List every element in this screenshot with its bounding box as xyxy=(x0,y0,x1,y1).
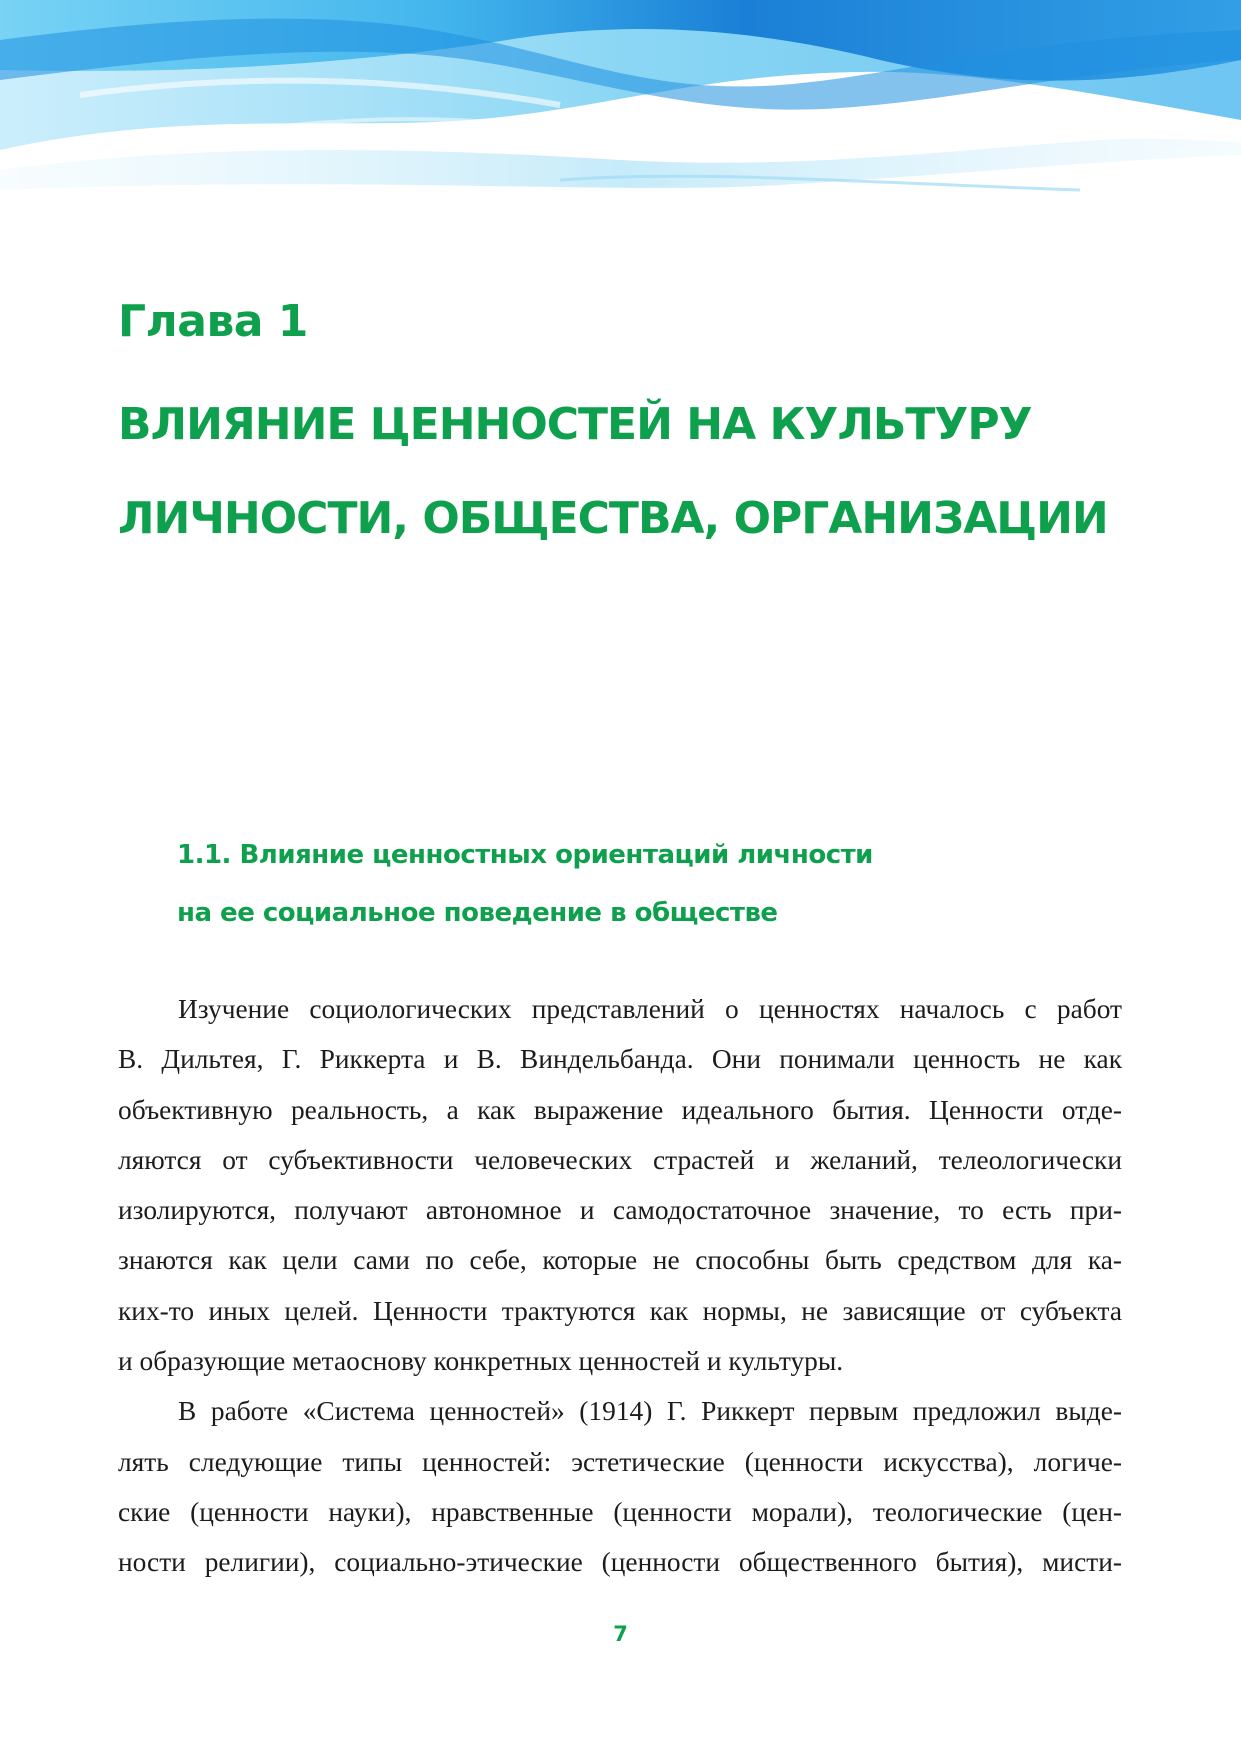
decorative-wave-header xyxy=(0,0,1241,230)
page-number: 7 xyxy=(613,1622,628,1646)
text-line: изолируются, получают автономное и самодостаточное значение, то есть при- xyxy=(118,1195,1122,1226)
text-line: знаются как цели сами по себе, которые не способны быть средством для ка- xyxy=(118,1245,1122,1276)
text-line: Изучение социологических представлений о ценностях началось с работ xyxy=(178,994,1122,1024)
paragraph xyxy=(118,1386,1122,1587)
text-line: ких-то иных целей. Ценности трактуются как нормы, не зависящие от субъекта xyxy=(118,1295,1122,1326)
text-line: В. Дильтея, Г. Риккерта и В. Виндельбанда. Они понимали ценность не как xyxy=(118,1044,1122,1075)
text-line: ляются от субъективности человеческих страстей и желаний, телеологически xyxy=(118,1144,1122,1175)
text-line: ские (ценности науки), нравственные (ценности морали), теологические (цен- xyxy=(118,1496,1122,1527)
chapter-title-line: ЛИЧНОСТИ, ОБЩЕСТВА, ОРГАНИЗАЦИИ xyxy=(118,493,1108,544)
text-line: ности религии), социально-этические (ценности общественного бытия), мисти- xyxy=(118,1547,1122,1578)
section-title-line: 1.1. Влияние ценностных ориентаций личности xyxy=(177,840,873,870)
chapter-title xyxy=(118,378,1158,566)
text-line: объективную реальность, а как выражение идеального бытия. Ценности отде- xyxy=(118,1094,1122,1125)
text-line: В работе «Система ценностей» (1914) Г. Риккерт первым предложил выде- xyxy=(178,1396,1122,1427)
section-title xyxy=(177,826,873,942)
body-text xyxy=(118,984,1122,1588)
paragraph xyxy=(118,984,1122,1386)
chapter-label: Глава 1 xyxy=(118,296,308,347)
section-title-line: на ее социальное поведение в обществе xyxy=(177,898,778,928)
text-line: лять следующие типы ценностей: эстетические (ценности искусства), логиче- xyxy=(118,1446,1122,1477)
chapter-title-line: ВЛИЯНИЕ ЦЕННОСТЕЙ НА КУЛЬТУРУ xyxy=(118,399,1032,450)
text-line: и образующие метаоснову конкретных ценностей и культуры. xyxy=(118,1346,844,1377)
